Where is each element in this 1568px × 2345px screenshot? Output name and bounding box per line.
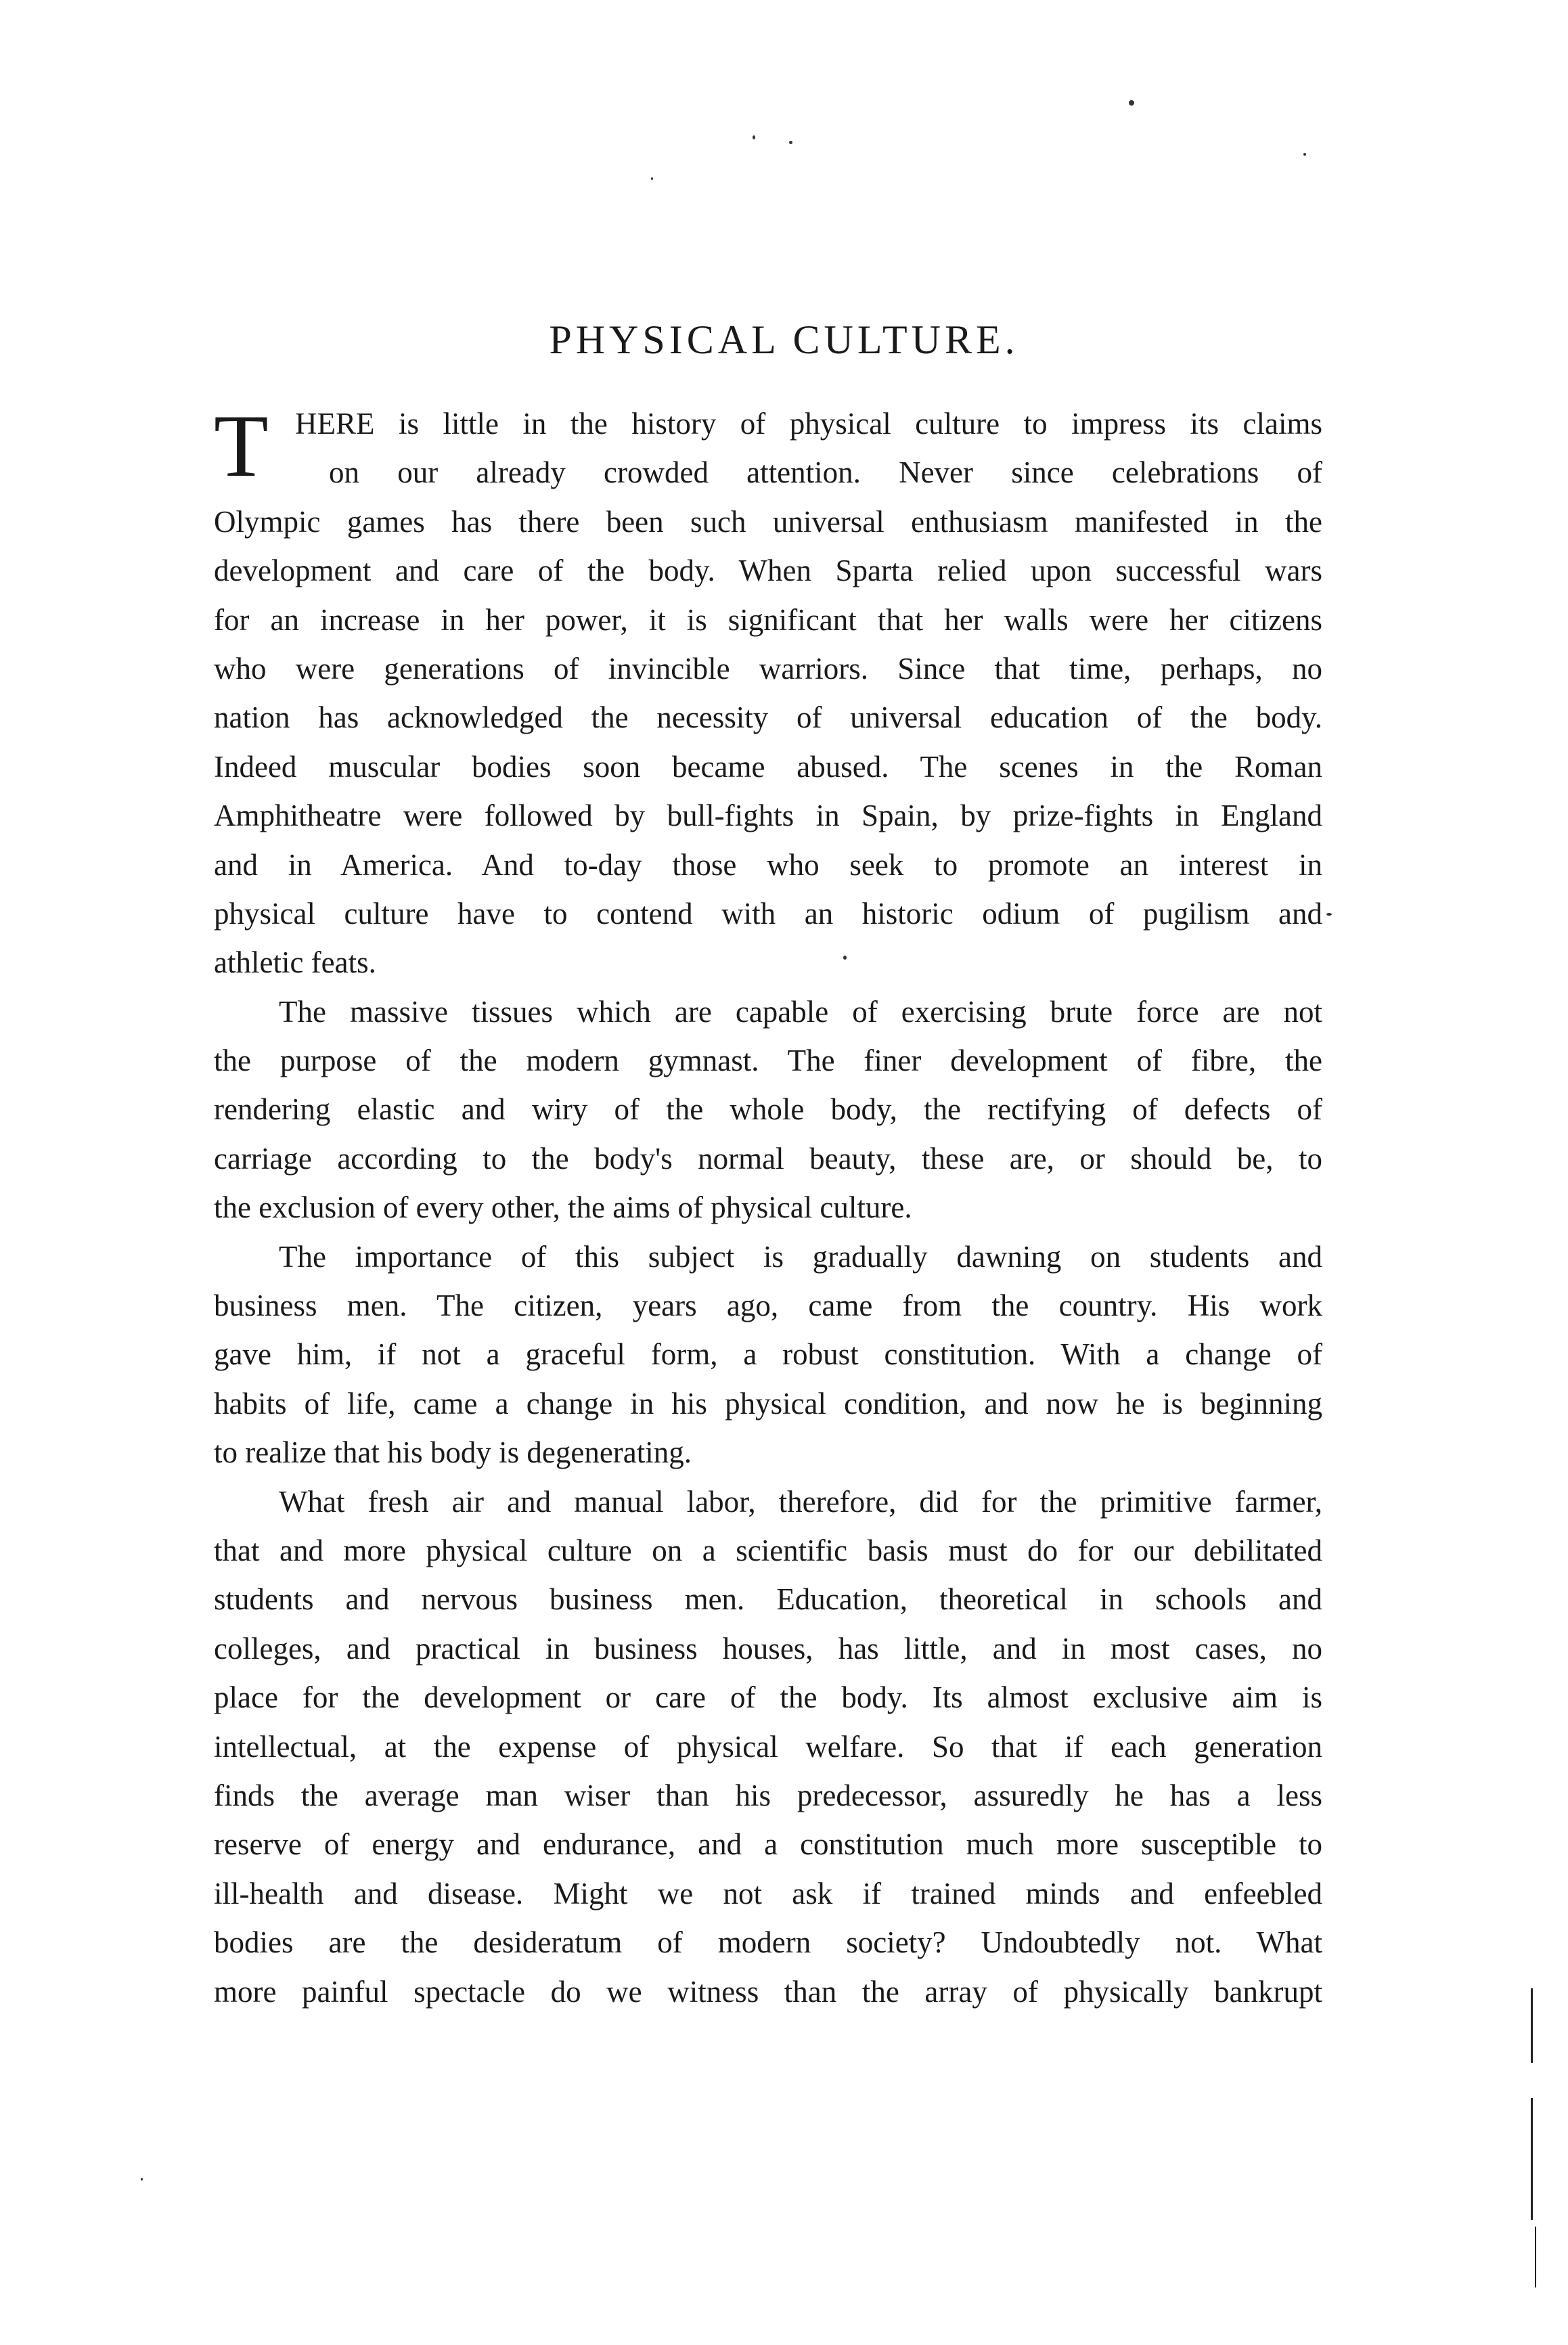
scan-speck [651,177,653,180]
text-line: that and more physical culture on a scientific basis must do for our debilitated [214,1533,1322,1567]
text-line: The massive tissues which are capable of exercising brute force are not [279,994,1322,1029]
text-line: students and nervous business men. Education, theoretical in schools and [214,1582,1322,1617]
text-line: development and care of the body. When Sparta relied upon successful wars [214,554,1322,588]
text-line: place for the development or care of the body. Its almost exclusive aim is [214,1680,1322,1715]
text-line: intellectual, at the expense of physical welfare. So that if each generation [214,1729,1322,1764]
binding-edge-mark [1535,2227,1536,2287]
scan-speck [141,2178,143,2181]
body-text [214,396,1322,2016]
text-line: HERE is little in the history of physical culture to impress its claims [295,407,1322,441]
text-line: reserve of energy and endurance, and a constitution much more susceptible to [214,1827,1322,1862]
text-line: bodies are the desideratum of modern society? Undoubtedly not. What [214,1925,1322,1960]
text-line: The importance of this subject is gradually dawning on students and [279,1239,1322,1274]
text-line: and in America. And to-day those who seek to promote an interest in [214,847,1322,882]
text-line: Amphitheatre were followed by bull-fights in Spain, by prize-fights in England [214,799,1322,833]
text-line: athletic feats. [214,945,376,980]
text-line: to realize that his body is degenerating. [214,1435,692,1470]
text-line: carriage according to the body's normal beauty, these are, or should be, to [214,1141,1322,1176]
text-line: the purpose of the modern gymnast. The finer development of fibre, the [214,1044,1322,1078]
text-line: What fresh air and manual labor, therefore, did for the primitive farmer, [279,1484,1322,1519]
text-line: habits of life, came a change in his physical condition, and now he is beginning [214,1386,1322,1421]
text-line: nation has acknowledged the necessity of universal education of the body. [214,700,1322,735]
text-line: ill-health and disease. Might we not ask if trained minds and enfeebled [214,1876,1322,1911]
paragraph [214,1232,1322,1477]
page-title: PHYSICAL CULTURE. [549,317,1019,362]
binding-edge-mark [1531,1988,1533,2063]
scan-speck [1129,100,1134,106]
text-line: finds the average man wiser than his predecessor, assuredly he has a less [214,1778,1322,1812]
text-line: colleges, and practical in business houses, has little, and in most cases, no [214,1631,1322,1666]
text-line: gave him, if not a graceful form, a robust constitution. With a change of [214,1337,1322,1372]
text-line: physical culture have to contend with an historic odium of pugilism and [214,896,1322,931]
scan-speck [753,135,755,139]
text-line: more painful spectacle do we witness than the array of physically bankrupt [214,1974,1322,2009]
paragraph [214,396,1322,987]
text-line: on our already crowded attention. Never since celebrations of [329,455,1322,490]
scan-speck [1303,153,1306,156]
binding-edge-mark [1531,2098,1533,2220]
text-line: Olympic games has there been such universal enthusiasm manifested in the [214,504,1322,539]
text-line: who were generations of invincible warriors. Since that time, perhaps, no [214,651,1322,686]
paragraph [214,987,1322,1232]
text-line: rendering elastic and wiry of the whole body, the rectifying of defects of [214,1092,1322,1127]
scan-speck [789,141,792,144]
drop-cap: T [214,396,269,495]
text-line: business men. The citizen, years ago, came from the country. His work [214,1289,1322,1323]
scan-speck [1326,913,1332,916]
text-line: the exclusion of every other, the aims of physical culture. [214,1190,912,1225]
paragraph [214,1477,1322,2016]
text-line: for an increase in her power, it is significant that her walls were her citizens [214,602,1322,637]
text-line: Indeed muscular bodies soon became abused. The scenes in the Roman [214,749,1322,784]
